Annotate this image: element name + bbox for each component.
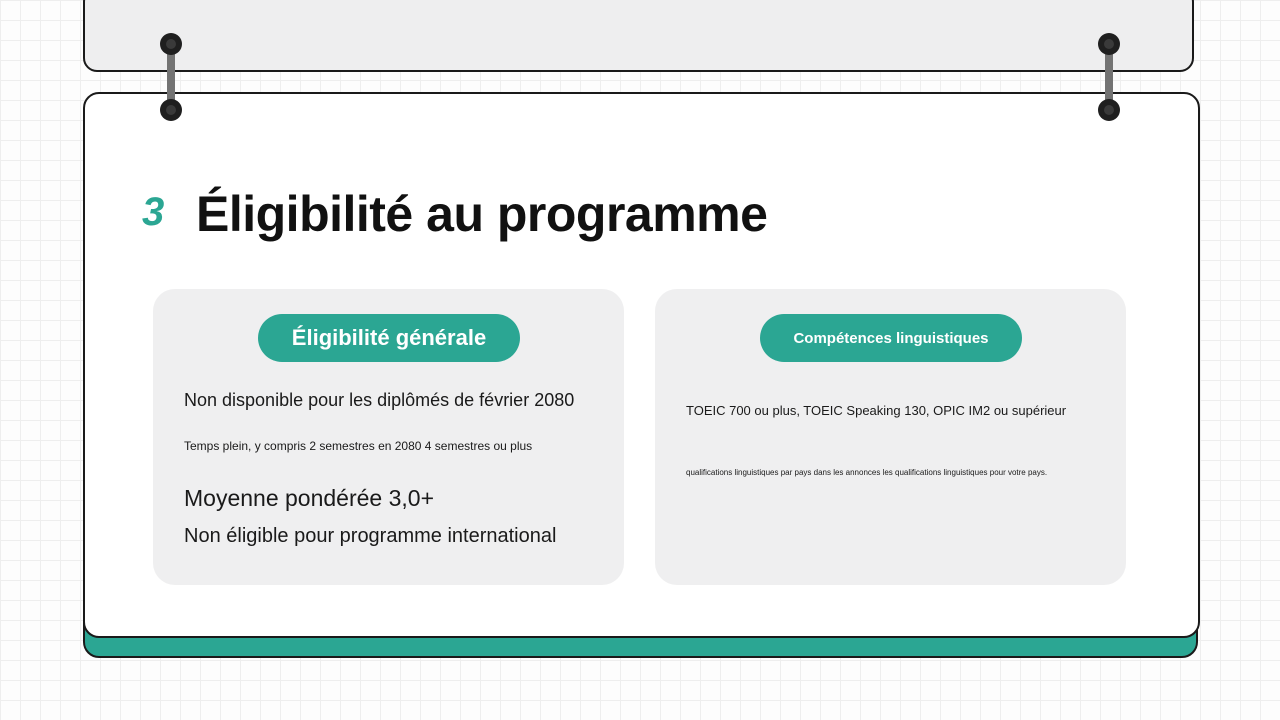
previous-page-panel <box>83 0 1194 72</box>
binder-ring-top-left <box>160 33 182 55</box>
general-line-international: Non éligible pour programme international <box>184 525 557 547</box>
language-line-scores: TOEIC 700 ou plus, TOEIC Speaking 130, OPIC IM2 ou supérieur <box>686 403 1067 418</box>
binder-ring-bottom-left <box>160 99 182 121</box>
language-skills-card <box>655 289 1126 585</box>
page-title: Éligibilité au programme <box>196 186 768 242</box>
general-line-gpa: Moyenne pondérée 3,0+ <box>184 485 435 511</box>
language-line-country-note: qualifications linguistiques par pays dans les annonces les qualifications linguistiques pour votre pays. <box>686 468 1048 477</box>
binder-ring-bottom-right <box>1098 99 1120 121</box>
language-skills-heading: Compétences linguistiques <box>760 314 1022 362</box>
general-line-graduates: Non disponible pour les diplômés de février 2080 <box>184 390 575 410</box>
section-number: 3 <box>142 190 165 234</box>
binder-ring-top-right <box>1098 33 1120 55</box>
general-line-semesters: Temps plein, y compris 2 semestres en 2080 4 semestres ou plus <box>184 439 533 453</box>
general-eligibility-card <box>153 289 624 585</box>
general-eligibility-heading: Éligibilité générale <box>258 314 520 362</box>
